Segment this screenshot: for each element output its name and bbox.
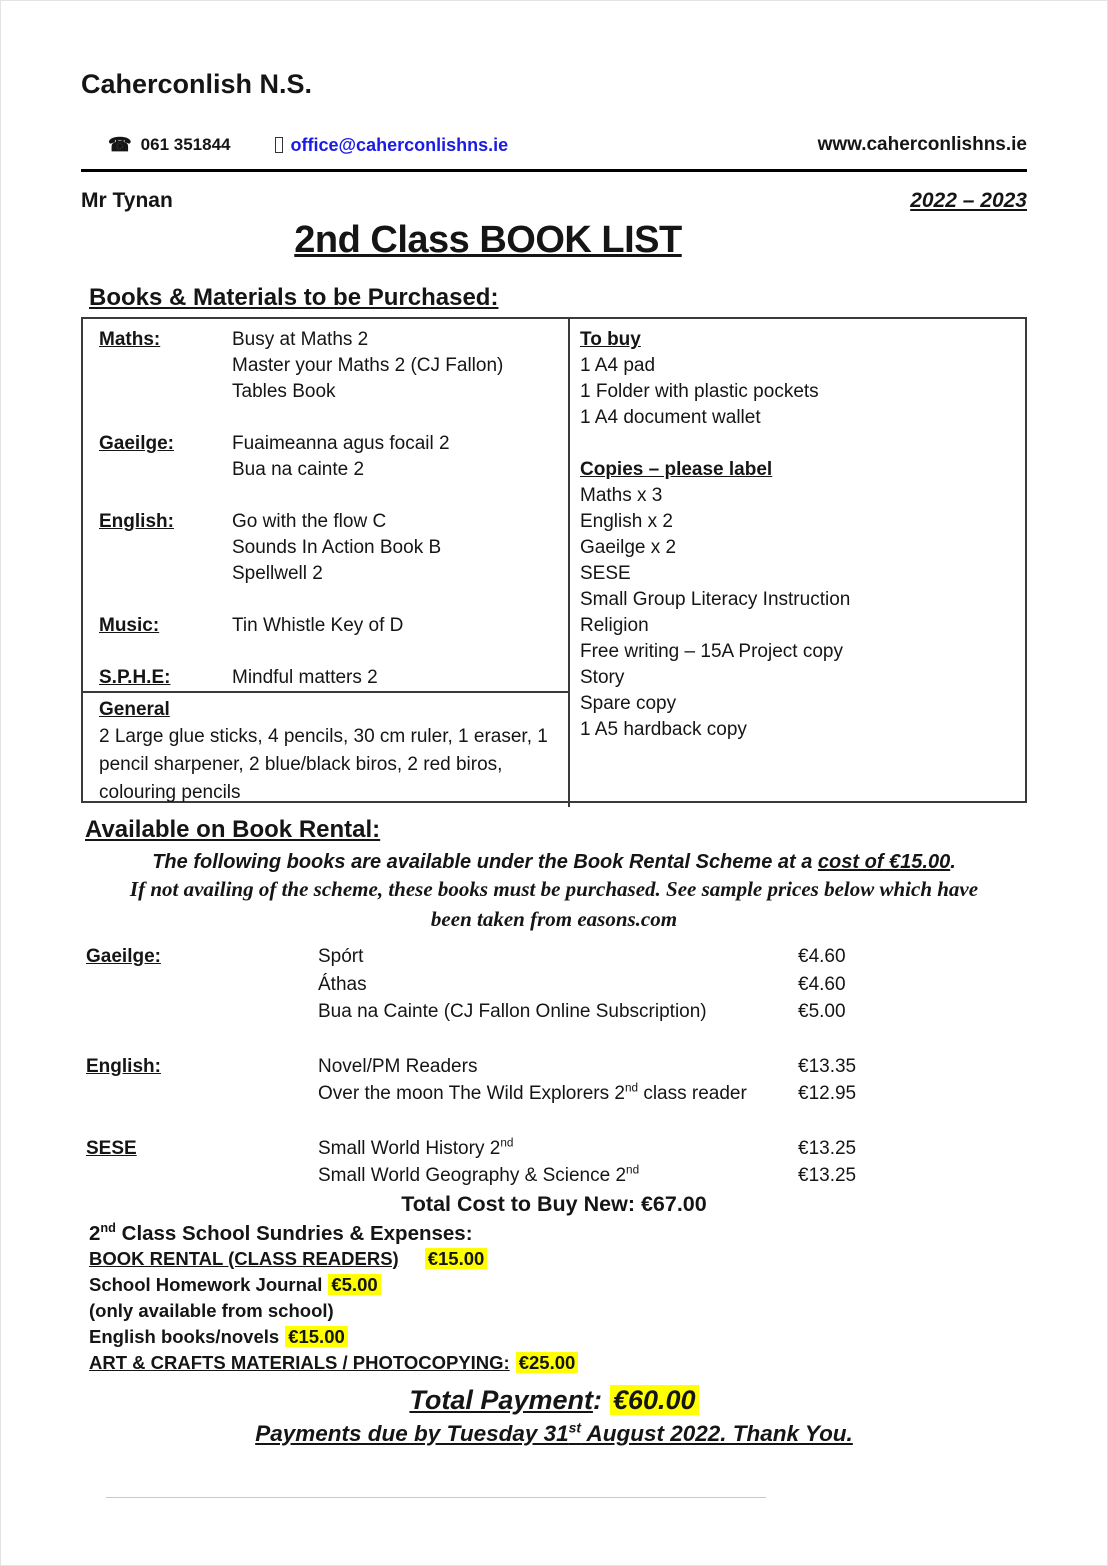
sundry-price: €5.00: [328, 1274, 380, 1295]
rental-note-1-pre: The following books are available under the Book Rental Scheme at a: [152, 851, 818, 873]
subject-row-gaeilge: [99, 431, 562, 483]
book-item: Sounds In Action Book B: [232, 537, 442, 558]
subject-items: [232, 327, 503, 405]
general-heading: General: [99, 699, 170, 720]
rental-label: SESE: [86, 1137, 137, 1159]
rental-row: [81, 943, 1027, 971]
subject-row-sphe: [99, 665, 562, 691]
rental-book-title: Novel/PM Readers: [318, 1055, 478, 1077]
spacer: [99, 405, 562, 431]
total-payment-label: Total Payment: [409, 1384, 593, 1415]
sundry-label: BOOK RENTAL (CLASS READERS): [89, 1247, 399, 1269]
book-item: Tables Book: [232, 381, 336, 402]
spacer: [580, 431, 1015, 457]
spacer: [99, 483, 562, 509]
subject-label: Music:: [99, 615, 160, 636]
teacher-name: Mr Tynan: [81, 189, 173, 212]
rental-price: €13.35: [798, 1055, 857, 1077]
website-text: www.caherconlishns.ie: [817, 134, 1027, 155]
rental-price: €4.60: [798, 973, 846, 995]
payment-due-line: Payments due by Tuesday 31st August 2022. Thank You.: [255, 1419, 853, 1446]
purchase-section-heading: Books & Materials to be Purchased:: [89, 284, 499, 311]
rental-book-title: Over the moon The Wild Explorers 2nd class reader: [318, 1081, 747, 1104]
copies-item: SESE: [580, 563, 631, 584]
rental-group-english: [81, 1053, 1027, 1108]
school-name: Caherconlish N.S.: [81, 69, 313, 99]
page-title: 2nd Class BOOK LIST: [294, 219, 682, 261]
purchase-table-left-cell: [83, 319, 570, 807]
phone-icon: ☎: [108, 134, 132, 156]
header-divider: [81, 169, 1027, 172]
rental-price: €4.60: [798, 946, 846, 967]
copies-heading: Copies – please label: [580, 459, 773, 480]
total-payment-value: €60.00: [610, 1385, 699, 1415]
rental-row: [81, 1162, 1027, 1190]
copies-item: Religion: [580, 615, 649, 636]
book-item: Mindful matters 2: [232, 667, 378, 688]
to-buy-heading: To buy: [580, 329, 641, 350]
copies-item: Spare copy: [580, 693, 677, 714]
rental-book-title: Áthas: [318, 973, 367, 995]
to-buy-item: 1 Folder with plastic pockets: [580, 381, 819, 402]
rental-price: €5.00: [798, 1001, 846, 1022]
rental-label: English:: [86, 1055, 161, 1077]
sundry-line-english-novels: [89, 1324, 1027, 1350]
subject-label: English:: [99, 511, 174, 532]
rental-group-sese: [81, 1135, 1027, 1190]
rental-price: €13.25: [798, 1165, 857, 1186]
teacher-row: [81, 189, 1027, 213]
copies-item: 1 A5 hardback copy: [580, 719, 747, 740]
contact-row: [81, 134, 1027, 156]
rental-price: €13.25: [798, 1137, 857, 1159]
rental-book-title: Small World Geography & Science 2nd: [318, 1163, 640, 1186]
rental-price: €12.95: [798, 1083, 857, 1104]
email-link[interactable]: office@caherconlishns.ie: [290, 134, 509, 155]
subject-items: [232, 509, 441, 587]
rental-note-1: [81, 851, 1027, 874]
subject-items: [232, 613, 403, 639]
purchase-table: [81, 317, 1027, 803]
total-payment-colon: :: [592, 1384, 602, 1415]
sundry-price: €15.00: [285, 1326, 348, 1347]
subject-row-english: [99, 509, 562, 587]
total-cost-to-buy-new: Total Cost to Buy New: €67.00: [401, 1191, 707, 1216]
to-buy-item: 1 A4 document wallet: [580, 407, 761, 428]
rental-note-1-post: .: [950, 851, 956, 873]
sundry-line-only-from-school: [89, 1298, 1027, 1324]
footer-divider: [106, 1497, 766, 1498]
rental-row: [81, 1080, 1027, 1108]
subject-list: [83, 319, 568, 691]
purchase-table-right-cell: [570, 319, 1025, 807]
book-item: Fuaimeanna agus focail 2: [232, 433, 450, 454]
copies-item: Story: [580, 667, 625, 688]
rental-section-heading: Available on Book Rental:: [85, 816, 381, 843]
sundry-line-art-crafts: [89, 1350, 1027, 1376]
rental-row: [81, 971, 1027, 999]
to-buy-item: 1 A4 pad: [580, 355, 656, 376]
subject-row-maths: [99, 327, 562, 405]
rental-label: Gaeilge:: [86, 946, 161, 967]
rental-row: [81, 1135, 1027, 1163]
sundry-line-book-rental: [89, 1246, 1027, 1272]
sundries-section: [89, 1219, 1027, 1376]
general-text: 2 Large glue sticks, 4 pencils, 30 cm ruler, 1 eraser, 1 pencil sharpener, 2 blue/black biros, 2 red biros, colouring pencils: [99, 726, 548, 803]
sundry-label: English books/novels: [89, 1325, 280, 1347]
general-cell: [83, 691, 568, 807]
email-group: [275, 135, 509, 156]
sundry-label: School Homework Journal: [89, 1273, 323, 1295]
total-payment-line: [81, 1385, 1027, 1416]
sundry-line-homework-journal: [89, 1272, 1027, 1298]
school-year: 2022 – 2023: [910, 189, 1027, 212]
rental-price-list: [81, 943, 1027, 1190]
rental-book-title: Small World History 2nd: [318, 1136, 514, 1159]
rental-note-2: [81, 874, 1027, 934]
sundries-heading: 2nd Class School Sundries & Expenses:: [89, 1219, 473, 1245]
sundry-label: (only available from school): [89, 1299, 334, 1321]
copies-item: Small Group Literacy Instruction: [580, 589, 851, 610]
rental-book-title: Spórt: [318, 946, 364, 967]
envelope-icon: [275, 137, 283, 153]
sundry-label: ART & CRAFTS MATERIALS / PHOTOCOPYING:: [89, 1351, 510, 1373]
rental-group-gaeilge: [81, 943, 1027, 1026]
rental-note-2-line2: been taken from easons.com: [430, 907, 678, 931]
sundry-price: €15.00: [425, 1248, 488, 1269]
subject-label: Maths:: [99, 329, 161, 350]
subject-items: [232, 665, 378, 691]
subject-row-music: [99, 613, 562, 639]
book-item: Master your Maths 2 (CJ Fallon): [232, 355, 504, 376]
subject-label: Gaeilge:: [99, 433, 174, 454]
rental-book-title: Bua na Cainte (CJ Fallon Online Subscription): [318, 1001, 707, 1022]
book-item: Go with the flow C: [232, 511, 387, 532]
subject-label: S.P.H.E:: [99, 667, 171, 688]
book-item: Bua na cainte 2: [232, 459, 365, 480]
doc-title-wrap: [81, 219, 1027, 262]
phone-number: 061 351844: [140, 135, 231, 154]
rental-row: [81, 1053, 1027, 1081]
rental-note-2-line1: If not availing of the scheme, these books must be purchased. See sample prices below which have: [129, 877, 979, 901]
book-item: Tin Whistle Key of D: [232, 615, 404, 636]
book-item: Spellwell 2: [232, 563, 323, 584]
book-item: Busy at Maths 2: [232, 329, 369, 350]
rental-row: [81, 998, 1027, 1026]
rental-note-1-cost: cost of €15.00: [817, 851, 951, 873]
subject-items: [232, 431, 450, 483]
sundry-price: €25.00: [516, 1352, 579, 1373]
spacer: [99, 639, 562, 665]
copies-item: Gaeilge x 2: [580, 537, 677, 558]
copies-item: Free writing – 15A Project copy: [580, 641, 843, 662]
copies-item: English x 2: [580, 511, 673, 532]
spacer: [99, 587, 562, 613]
copies-item: Maths x 3: [580, 485, 663, 506]
phone-group: [108, 135, 231, 155]
